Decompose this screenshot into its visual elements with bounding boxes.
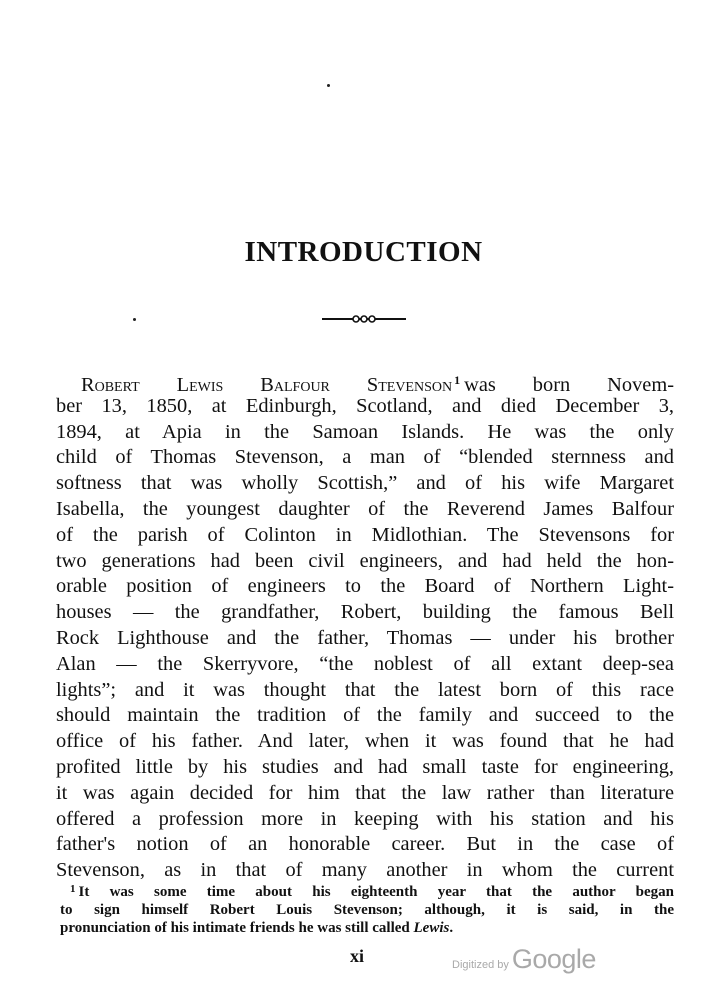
page-number: xi bbox=[350, 946, 365, 966]
paragraph-line: two generations had been civil engineers, and had held the hon- bbox=[56, 549, 674, 572]
introduction-paragraph bbox=[56, 368, 674, 884]
paragraph-line: houses — the grandfather, Robert, building the famous Bell bbox=[56, 601, 674, 624]
watermark-prefix: Digitized by bbox=[452, 959, 509, 971]
page-title: INTRODUCTION bbox=[244, 236, 483, 268]
author-name: Robert Lewis Balfour Stevenson bbox=[81, 374, 453, 396]
paragraph-line: ber 13, 1850, at Edinburgh, Scotland, and died December 3, bbox=[56, 394, 674, 417]
paragraph-line: office of his father. And later, when it was found that he had bbox=[56, 730, 674, 753]
stray-dot bbox=[133, 318, 136, 321]
paragraph-line: 1894, at Apia in the Samoan Islands. He was the only bbox=[56, 420, 674, 443]
paragraph-line: father's notion of an honorable career. But in the case of bbox=[56, 833, 674, 856]
footnote-line: to sign himself Robert Louis Stevenson; although, it is said, in the bbox=[60, 902, 674, 918]
paragraph-line: of the parish of Colinton in Midlothian. The Stevensons for bbox=[56, 523, 674, 546]
stray-dot bbox=[327, 84, 330, 87]
paragraph-line: profited little by his studies and had small taste for engineering, bbox=[56, 755, 674, 778]
footnote-line: pronunciation of his intimate friends he was still called Lewis. bbox=[60, 920, 454, 936]
paragraph-line: Robert Lewis Balfour Stevenson $^1$ was born Novem- bbox=[81, 373, 674, 396]
paragraph-line: lights”; and it was thought that the latest born of this race bbox=[56, 678, 674, 701]
italic-name: Lewis bbox=[413, 920, 450, 936]
paragraph-line: child of Thomas Stevenson, a man of “blended sternness and bbox=[56, 446, 674, 469]
paragraph-line: should maintain the tradition of the family and succeed to the bbox=[56, 704, 674, 727]
paragraph-line: it was again decided for him that the law rather than literature bbox=[56, 781, 674, 804]
paragraph-line: Isabella, the youngest daughter of the Reverend James Balfour bbox=[56, 497, 674, 520]
footnote-mark: 1 bbox=[70, 883, 76, 895]
paragraph-line: offered a profession more in keeping with his station and his bbox=[56, 807, 674, 830]
paragraph-line: Alan — the Skerryvore, “the noblest of all extant deep-sea bbox=[56, 652, 674, 675]
paragraph-line: softness that was wholly Scottish,” and of his wife Margaret bbox=[56, 472, 674, 495]
paragraph-line: Rock Lighthouse and the father, Thomas — under his brother bbox=[56, 626, 674, 649]
footnote-reference: 1 bbox=[454, 373, 461, 387]
digitized-watermark bbox=[452, 944, 596, 975]
ornament-divider bbox=[322, 312, 406, 326]
paragraph-line: orable position of engineers to the Board of Northern Light- bbox=[56, 575, 674, 598]
footnote-line: $^1$ It was some time about his eighteenth year that the author began bbox=[70, 883, 674, 900]
footnote bbox=[60, 880, 674, 937]
paragraph-line: Stevenson, as in that of many another in whom the current bbox=[56, 859, 674, 882]
google-logo: Google bbox=[511, 944, 596, 974]
